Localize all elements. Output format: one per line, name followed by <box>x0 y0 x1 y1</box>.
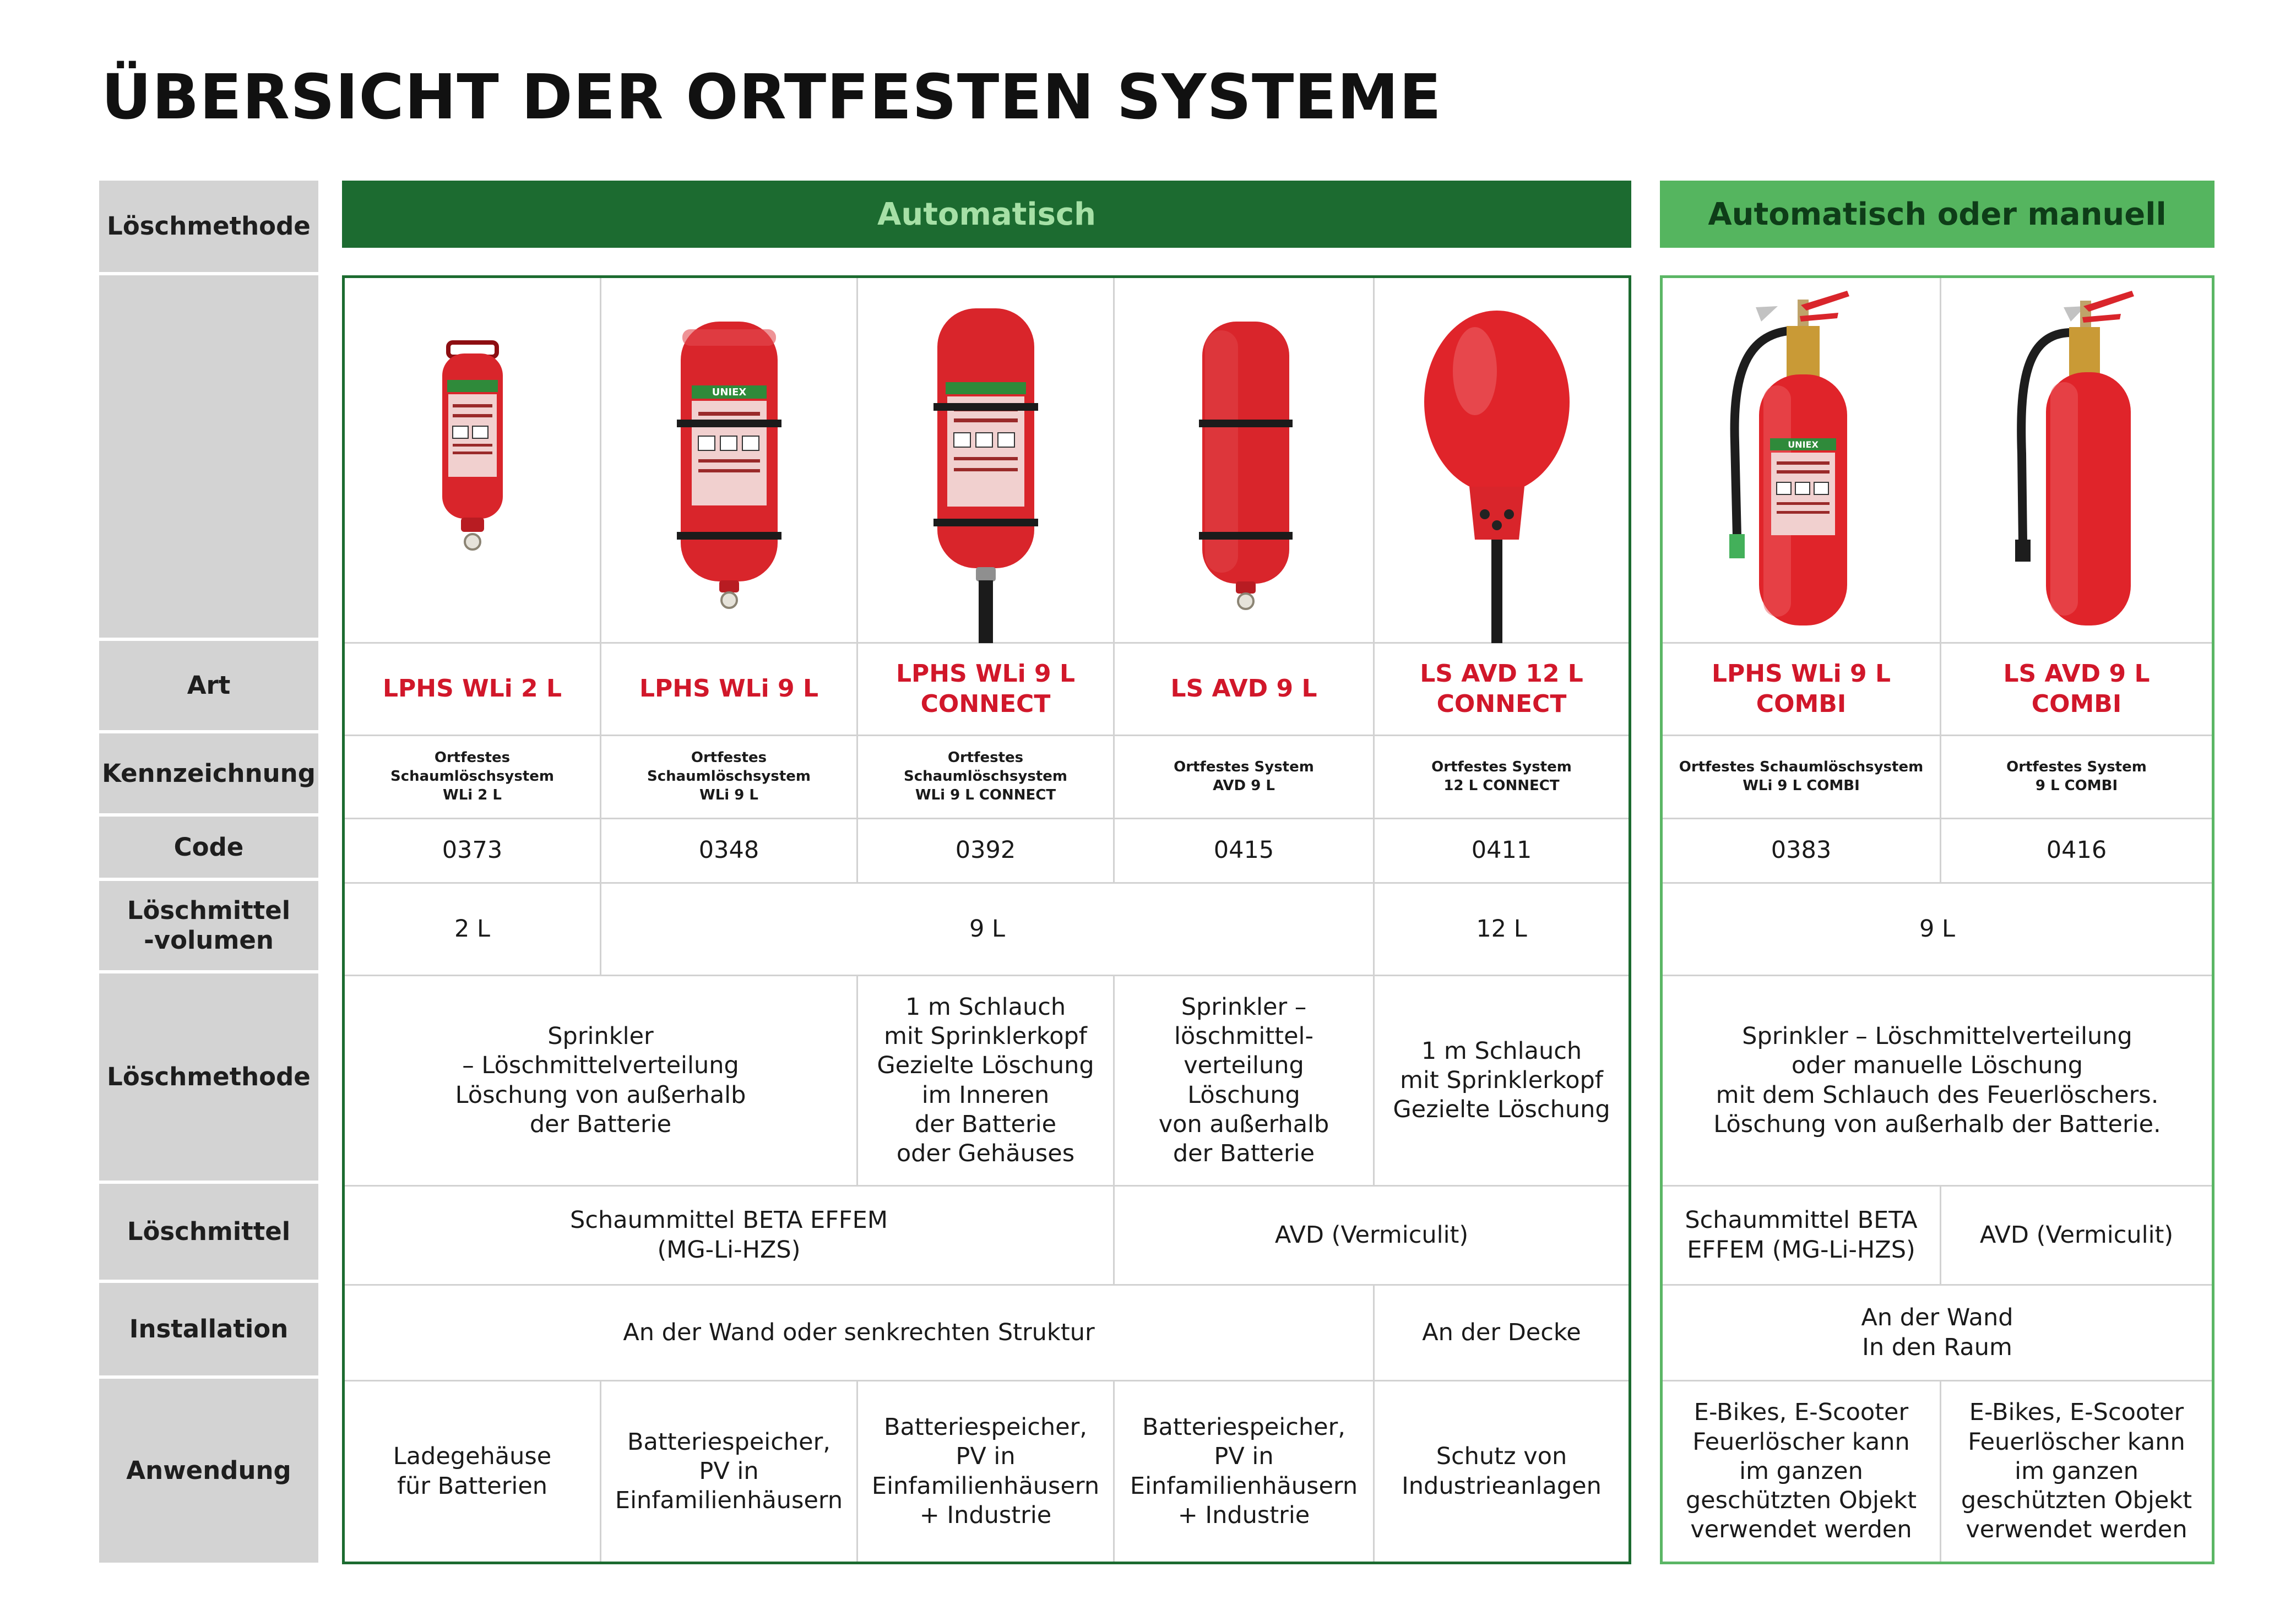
art-cell: LS AVD 9 L COMBI <box>1941 644 2212 736</box>
volumen-cell: 12 L <box>1375 884 1629 976</box>
fire-extinguisher-cylinder-icon <box>601 278 857 643</box>
product-image-cell <box>1663 278 1941 644</box>
art-cell: LS AVD 9 L <box>1115 644 1375 736</box>
row-label-art: Art <box>99 641 318 733</box>
loeschmittel-cell: Schaummittel BETA EFFEM (MG-Li-HZS) <box>1663 1187 1941 1286</box>
row-label-volumen: Löschmittel -volumen <box>99 881 318 973</box>
kennzeichnung-cell: Ortfestes System AVD 9 L <box>1115 736 1375 819</box>
anwendung-cell: Ladegehäuse für Batterien <box>345 1381 601 1562</box>
product-image-cell <box>601 278 858 644</box>
loeschmittel-cell: Schaummittel BETA EFFEM (MG-Li-HZS) <box>345 1187 1115 1286</box>
table-automatisch <box>342 275 1631 1564</box>
volumen-cell: 9 L <box>601 884 1375 976</box>
fire-extinguisher-connect-icon <box>857 278 1114 643</box>
product-image-cell <box>1941 278 2212 644</box>
art-cell: LS AVD 12 L CONNECT <box>1375 644 1629 736</box>
row-label-kennzeichnung: Kennzeichnung <box>99 733 318 817</box>
row-label-loeschmethode-header: Löschmethode <box>99 181 318 275</box>
code-cell: 0392 <box>858 819 1115 884</box>
installation-cell: An der Decke <box>1375 1286 1629 1381</box>
product-image-cell <box>345 278 601 644</box>
table-automatisch-oder-manuell <box>1660 275 2214 1564</box>
svg-text:UNIEX: UNIEX <box>712 386 746 398</box>
row-label-code: Code <box>99 817 318 881</box>
code-cell: 0383 <box>1663 819 1941 884</box>
art-cell: LPHS WLi 2 L <box>345 644 601 736</box>
portable-extinguisher-label-icon <box>1662 278 1941 643</box>
art-cell: LPHS WLi 9 L CONNECT <box>858 644 1115 736</box>
volumen-cell: 2 L <box>345 884 601 976</box>
anwendung-cell: E-Bikes, E-Scooter Feuerlöscher kann im ganzen geschützten Objekt verwendet werden <box>1663 1381 1941 1562</box>
loeschmethode-cell: Sprinkler – Löschmittelverteilung Löschung von außerhalb der Batterie <box>345 976 858 1187</box>
row-label-anwendung: Anwendung <box>99 1379 318 1563</box>
group-header-automatisch: Automatisch <box>342 181 1631 248</box>
row-label-installation: Installation <box>99 1283 318 1379</box>
code-cell: 0373 <box>345 819 601 884</box>
loeschmethode-cell: 1 m Schlauch mit Sprinklerkopf Gezielte Löschung <box>1375 976 1629 1187</box>
kennzeichnung-cell: Ortfestes Schaumlöschsystem WLi 2 L <box>345 736 601 819</box>
code-cell: 0415 <box>1115 819 1375 884</box>
anwendung-cell: Schutz von Industrieanlagen <box>1402 1443 1602 1500</box>
loeschmittel-cell: AVD (Vermiculit) <box>1115 1187 1629 1286</box>
anwendung-cell: Batteriespeicher, PV in Einfamilienhäusern + Industrie <box>858 1381 1115 1562</box>
loeschmethode-cell: 1 m Schlauch mit Sprinklerkopf Gezielte Löschung im Inneren der Batterie oder Gehäuses <box>858 976 1115 1187</box>
loeschmittel-cell: AVD (Vermiculit) <box>1941 1187 2212 1286</box>
anwendung-cell: Batteriespeicher, PV in Einfamilienhäusern <box>601 1381 858 1562</box>
art-cell: LPHS WLi 9 L <box>601 644 858 736</box>
page-title: ÜBERSICHT DER ORTFESTEN SYSTEME <box>101 62 1442 133</box>
svg-text:UNIEX: UNIEX <box>1787 439 1819 450</box>
row-label-loeschmittel: Löschmittel <box>99 1184 318 1283</box>
product-image-cell <box>1375 278 1629 644</box>
code-cell: 0416 <box>1941 819 2212 884</box>
fire-extinguisher-small-icon <box>344 278 601 643</box>
kennzeichnung-cell: Ortfestes Schaumlöschsystem WLi 9 L <box>601 736 858 819</box>
product-image-cell <box>858 278 1115 644</box>
code-cell: 0348 <box>601 819 858 884</box>
row-label-image <box>99 275 318 641</box>
group-header-automatisch-oder-manuell: Automatisch oder manuell <box>1660 181 2214 248</box>
product-image-cell <box>1115 278 1375 644</box>
volumen-cell: 9 L <box>1663 884 2212 976</box>
kennzeichnung-cell: Ortfestes Schaumlöschsystem WLi 9 L CONNECT <box>858 736 1115 819</box>
code-cell: 0411 <box>1375 819 1629 884</box>
loeschmethode-cell: Sprinkler – löschmittel- verteilung Löschung von außerhalb der Batterie <box>1115 976 1375 1187</box>
portable-extinguisher-icon <box>1941 278 2212 643</box>
anwendung-cell: E-Bikes, E-Scooter Feuerlöscher kann im ganzen geschützten Objekt verwendet werden <box>1961 1399 2192 1544</box>
kennzeichnung-cell: Ortfestes System 9 L COMBI <box>1941 736 2212 819</box>
installation-cell: An der Wand oder senkrechten Struktur <box>345 1286 1375 1381</box>
art-cell: LPHS WLi 9 L COMBI <box>1663 644 1941 736</box>
loeschmethode-cell: Sprinkler – Löschmittelverteilung oder manuelle Löschung mit dem Schlauch des Feuerlöschers. Löschung von außerhalb der Batterie. <box>1663 976 2212 1187</box>
kennzeichnung-cell: Ortfestes System 12 L CONNECT <box>1375 736 1629 819</box>
row-label-loeschmethode: Löschmethode <box>99 973 318 1184</box>
fire-extinguisher-avd-icon <box>1114 278 1374 643</box>
installation-cell: An der Wand In den Raum <box>1663 1286 2212 1381</box>
anwendung-cell: Batteriespeicher, PV in Einfamilienhäusern + Industrie <box>1115 1381 1375 1562</box>
ceiling-extinguisher-icon <box>1375 278 1629 643</box>
kennzeichnung-cell: Ortfestes Schaumlöschsystem WLi 9 L COMBI <box>1663 736 1941 819</box>
